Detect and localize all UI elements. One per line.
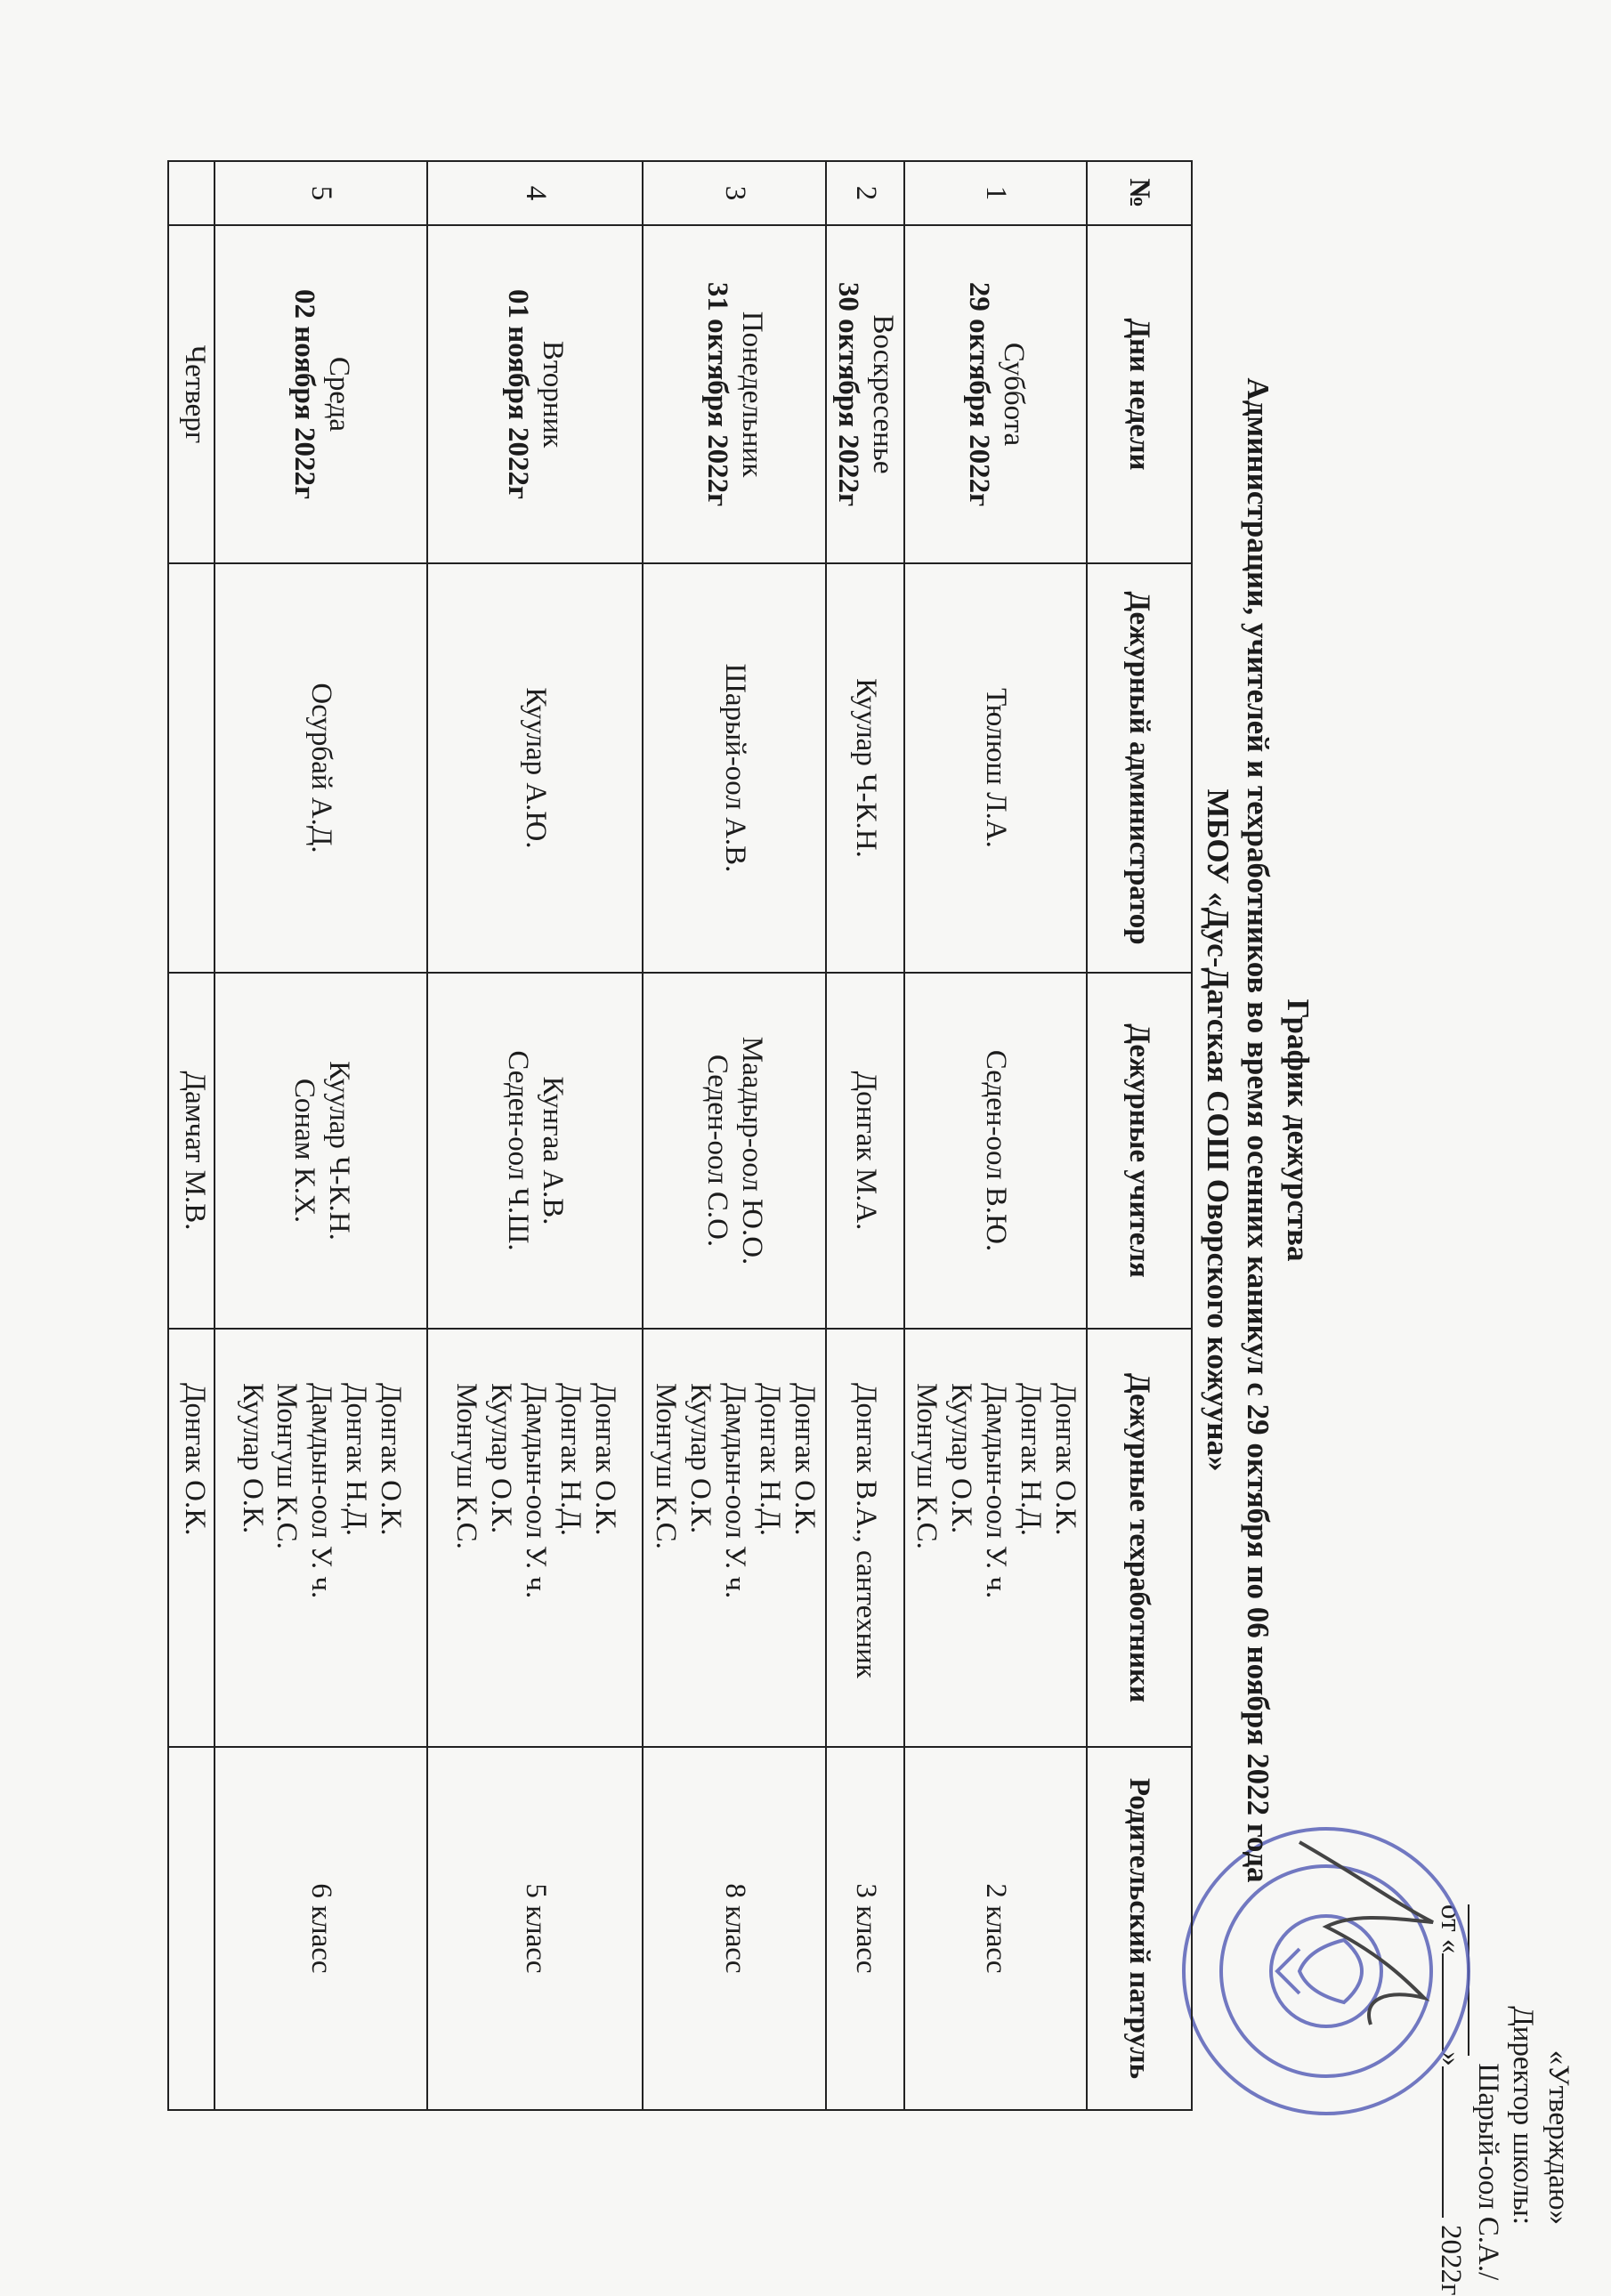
date-year: 2022г	[1435, 2225, 1468, 2296]
row-day	[168, 225, 215, 563]
header-num: №	[1087, 161, 1192, 225]
row-tech	[427, 1329, 643, 1747]
approval-name: Шарый-оол С.А./	[1471, 2063, 1504, 2281]
row-patrol: 8 класс	[643, 1747, 826, 2110]
header-teachers: Дежурные учителя	[1087, 973, 1192, 1329]
row-tech	[904, 1329, 1087, 1747]
row-num: 5	[215, 161, 427, 225]
day-name: Понедельник	[736, 311, 769, 478]
tech-worker: Монгуш К.С.	[911, 1383, 943, 1549]
header-admin: Дежурный администратор	[1087, 563, 1192, 973]
header-days: Дни недели	[1087, 225, 1192, 563]
tech-worker: Монгуш К.С.	[450, 1383, 483, 1549]
document-heading	[1198, 160, 1317, 2100]
row-num	[168, 161, 215, 225]
day-name: Суббота	[997, 342, 1030, 447]
row-day	[643, 225, 826, 563]
row-patrol: 2 класс	[904, 1747, 1087, 2110]
day-name: Воскресенье	[867, 314, 900, 474]
row-admin: Куулар А.Ю.	[427, 563, 643, 973]
approval-title: «Утверждаю»	[1542, 2049, 1575, 2225]
tech-worker: Донгак О.К.	[375, 1383, 408, 1536]
row-tech	[168, 1329, 215, 1747]
day-date: 30 октября 2022г	[832, 281, 865, 507]
tech-worker: Дамдын-оол У. ч.	[980, 1383, 1013, 1599]
row-day	[904, 225, 1087, 563]
tech-worker: Куулар О.К.	[484, 1383, 517, 1534]
duty-schedule-table	[167, 160, 1193, 2111]
table-row	[643, 161, 826, 2110]
day-date: 29 октября 2022г	[962, 281, 995, 507]
row-num: 3	[643, 161, 826, 225]
row-teachers	[427, 973, 643, 1329]
row-teachers	[643, 973, 826, 1329]
approval-position: Директор школы:	[1507, 2006, 1540, 2225]
tech-worker: Куулар О.К.	[236, 1383, 269, 1534]
date-mid: »	[1435, 2051, 1468, 2066]
row-admin: Куулар Ч-К.Н.	[826, 563, 904, 973]
teacher: Седен-оол Ч.Ш.	[502, 1050, 535, 1251]
row-patrol	[168, 1747, 215, 2110]
tech-worker: Донгак О.К.	[179, 1383, 212, 1536]
tech-worker: Дамдын-оол У. ч.	[305, 1383, 338, 1599]
teacher: Дамчат М.В.	[179, 1071, 212, 1231]
row-admin: Осурбай А.Д.	[215, 563, 427, 973]
row-patrol: 5 класс	[427, 1747, 643, 2110]
row-teachers	[826, 973, 904, 1329]
row-day	[215, 225, 427, 563]
row-patrol: 6 класс	[215, 1747, 427, 2110]
teacher: Седен-оол С.О.	[701, 1054, 734, 1248]
row-admin	[168, 563, 215, 973]
teacher: Маадыр-оол Ю.О.	[736, 1036, 769, 1265]
date-prefix: от «	[1435, 1904, 1468, 1954]
tech-worker: Дамдын-оол У. ч.	[519, 1383, 552, 1599]
row-num: 4	[427, 161, 643, 225]
row-day	[427, 225, 643, 563]
header-tech: Дежурные техработники	[1087, 1329, 1192, 1747]
table-row	[215, 161, 427, 2110]
tech-worker: Куулар О.К.	[684, 1383, 716, 1534]
row-teachers	[168, 973, 215, 1329]
heading-subtitle: Администрации, учителей и техработников во время осенних каникул с 29 октября по 06 ноября 2022 года	[1241, 377, 1276, 1883]
table-row	[427, 161, 643, 2110]
heading-title: График дежурства	[1281, 998, 1316, 1262]
header-patrol: Родительский патруль	[1087, 1747, 1192, 2110]
row-teachers	[215, 973, 427, 1329]
table-row	[168, 161, 215, 2110]
table-row	[904, 161, 1087, 2110]
tech-worker: Монгуш К.С.	[271, 1383, 304, 1549]
row-teachers	[904, 973, 1087, 1329]
teacher: Донгак М.А.	[849, 1071, 882, 1231]
day-name: Вторник	[537, 340, 570, 449]
row-admin: Тюлюш Л.А.	[904, 563, 1087, 973]
row-day	[826, 225, 904, 563]
row-num: 2	[826, 161, 904, 225]
tech-worker: Донгак О.К.	[1049, 1383, 1081, 1536]
row-tech	[826, 1329, 904, 1747]
row-tech	[215, 1329, 427, 1747]
tech-worker: Куулар О.К.	[945, 1383, 978, 1534]
teacher: Куулар Ч-К.Н.	[322, 1061, 355, 1241]
teacher: Сонам К.Х.	[287, 1078, 320, 1224]
teacher: Кунгаа А.В.	[537, 1076, 570, 1225]
table-header-row	[1087, 161, 1192, 2110]
day-date: 01 ноября 2022г	[502, 289, 535, 499]
teacher: Седен-оол В.Ю.	[980, 1049, 1013, 1252]
row-admin: Шарый-оол А.В.	[643, 563, 826, 973]
tech-worker: Донгак О.К.	[588, 1383, 621, 1536]
tech-worker: Донгак В.А., сантехник	[849, 1383, 882, 1678]
tech-worker: Донгак О.К.	[788, 1383, 821, 1536]
tech-worker: Донгак Н.Д.	[340, 1383, 373, 1536]
heading-school: МБОУ «Дус-Дагская СОШ Оворского кожууна»	[1201, 788, 1236, 1472]
row-num: 1	[904, 161, 1087, 225]
tech-worker: Донгак Н.Д.	[753, 1383, 786, 1536]
row-patrol: 3 класс	[826, 1747, 904, 2110]
day-name: Четверг	[179, 344, 212, 444]
row-tech	[643, 1329, 826, 1747]
tech-worker: Дамдын-оол У. ч.	[718, 1383, 751, 1599]
day-name: Среда	[322, 356, 355, 433]
day-date: 31 октября 2022г	[701, 281, 734, 507]
day-date: 02 ноября 2022г	[287, 289, 320, 499]
table-row	[826, 161, 904, 2110]
tech-worker: Донгак Н.Д.	[1015, 1383, 1048, 1536]
tech-worker: Донгак Н.Д.	[554, 1383, 587, 1536]
tech-worker: Монгуш К.С.	[650, 1383, 683, 1549]
